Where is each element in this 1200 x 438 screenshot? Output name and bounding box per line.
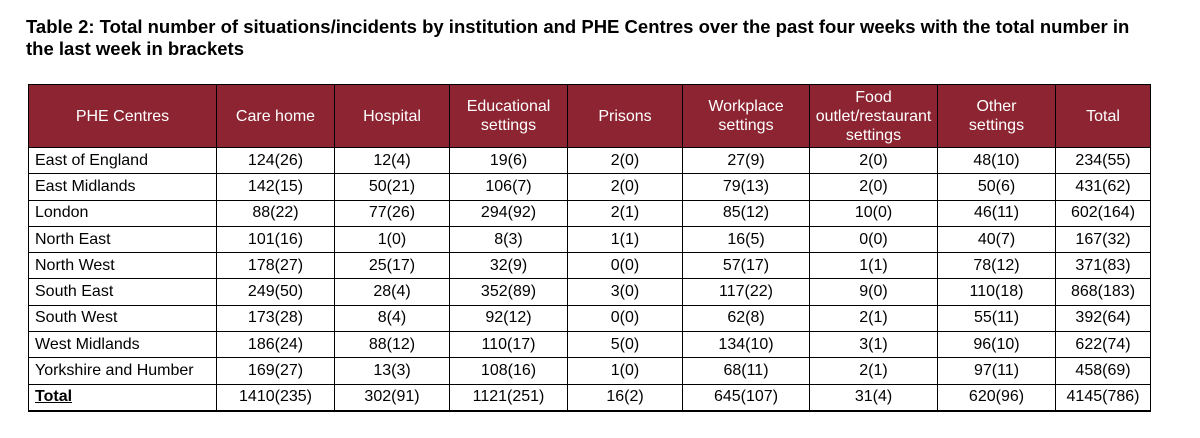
cell-workplace-settings: 117(22)	[683, 279, 810, 305]
cell-total: 234(55)	[1056, 148, 1151, 174]
cell-workplace-settings: 16(5)	[683, 226, 810, 252]
centre-name: South East	[35, 283, 114, 301]
table-total-row	[29, 384, 1151, 411]
centre-name: South West	[35, 309, 118, 327]
cell-workplace-settings: 62(8)	[683, 305, 810, 331]
cell-care-home: 173(28)	[217, 305, 335, 331]
cell-other-settings: 50(6)	[938, 174, 1056, 200]
centre-name: North East	[35, 230, 111, 248]
cell-prisons: 0(0)	[568, 305, 683, 331]
cell-other-settings: 46(11)	[938, 200, 1056, 226]
cell-total: 167(32)	[1056, 226, 1151, 252]
cell-care-home: 1410(235)	[217, 384, 335, 411]
cell-workplace-settings: 134(10)	[683, 332, 810, 358]
cell-care-home: 178(27)	[217, 253, 335, 279]
table-caption: Table 2: Total number of situations/incidents by institution and PHE Centres over the past four weeks with the total number in the last week in brackets	[26, 16, 1130, 59]
cell-educational-settings: 294(92)	[450, 200, 568, 226]
cell-phe-centre	[29, 332, 217, 358]
cell-phe-centre	[29, 279, 217, 305]
cell-total: 4145(786)	[1056, 384, 1151, 411]
header-other-settings: Other settings	[938, 85, 1056, 148]
cell-food-outlet-settings: 2(1)	[810, 305, 938, 331]
cell-other-settings: 40(7)	[938, 226, 1056, 252]
cell-phe-centre	[29, 226, 217, 252]
cell-other-settings: 110(18)	[938, 279, 1056, 305]
cell-prisons: 2(0)	[568, 174, 683, 200]
cell-phe-centre	[29, 174, 217, 200]
cell-workplace-settings: 57(17)	[683, 253, 810, 279]
cell-educational-settings: 19(6)	[450, 148, 568, 174]
total-label: Total	[35, 388, 73, 406]
centre-name: East Midlands	[35, 177, 136, 195]
cell-care-home: 186(24)	[217, 332, 335, 358]
centre-name: Yorkshire and Humber	[35, 362, 194, 380]
header-prisons: Prisons	[568, 85, 683, 148]
cell-food-outlet-settings: 2(0)	[810, 174, 938, 200]
table-row	[29, 279, 1151, 305]
cell-other-settings: 78(12)	[938, 253, 1056, 279]
header-hospital: Hospital	[335, 85, 450, 148]
cell-care-home: 88(22)	[217, 200, 335, 226]
cell-phe-centre	[29, 200, 217, 226]
header-total: Total	[1056, 85, 1151, 148]
cell-workplace-settings: 79(13)	[683, 174, 810, 200]
cell-food-outlet-settings: 9(0)	[810, 279, 938, 305]
cell-prisons: 2(1)	[568, 200, 683, 226]
cell-prisons: 16(2)	[568, 384, 683, 411]
cell-other-settings: 97(11)	[938, 358, 1056, 384]
cell-workplace-settings: 68(11)	[683, 358, 810, 384]
cell-hospital: 13(3)	[335, 358, 450, 384]
table-row	[29, 332, 1151, 358]
cell-prisons: 1(0)	[568, 358, 683, 384]
cell-educational-settings: 92(12)	[450, 305, 568, 331]
cell-total: 602(164)	[1056, 200, 1151, 226]
table-row	[29, 253, 1151, 279]
cell-educational-settings: 106(7)	[450, 174, 568, 200]
cell-hospital: 302(91)	[335, 384, 450, 411]
cell-care-home: 249(50)	[217, 279, 335, 305]
table-row	[29, 226, 1151, 252]
table-row	[29, 200, 1151, 226]
cell-phe-centre	[29, 253, 217, 279]
cell-workplace-settings: 645(107)	[683, 384, 810, 411]
cell-care-home: 169(27)	[217, 358, 335, 384]
cell-prisons: 3(0)	[568, 279, 683, 305]
cell-educational-settings: 1121(251)	[450, 384, 568, 411]
header-phe-centres: PHE Centres	[29, 85, 217, 148]
cell-educational-settings: 110(17)	[450, 332, 568, 358]
header-care-home: Care home	[217, 85, 335, 148]
cell-other-settings: 48(10)	[938, 148, 1056, 174]
cell-hospital: 28(4)	[335, 279, 450, 305]
cell-hospital: 8(4)	[335, 305, 450, 331]
cell-food-outlet-settings: 2(0)	[810, 148, 938, 174]
table-row	[29, 358, 1151, 384]
table-header-row	[29, 85, 1151, 148]
cell-total: 371(83)	[1056, 253, 1151, 279]
cell-workplace-settings: 85(12)	[683, 200, 810, 226]
cell-total: 431(62)	[1056, 174, 1151, 200]
table-row	[29, 148, 1151, 174]
cell-prisons: 2(0)	[568, 148, 683, 174]
table-row	[29, 174, 1151, 200]
cell-total: 622(74)	[1056, 332, 1151, 358]
header-educational-settings: Educational settings	[450, 85, 568, 148]
cell-educational-settings: 352(89)	[450, 279, 568, 305]
cell-phe-centre	[29, 358, 217, 384]
cell-total: 868(183)	[1056, 279, 1151, 305]
centre-name: West Midlands	[35, 335, 140, 353]
table-row	[29, 305, 1151, 331]
cell-prisons: 0(0)	[568, 253, 683, 279]
cell-phe-centre	[29, 148, 217, 174]
cell-other-settings: 620(96)	[938, 384, 1056, 411]
cell-care-home: 142(15)	[217, 174, 335, 200]
cell-total: 458(69)	[1056, 358, 1151, 384]
cell-care-home: 101(16)	[217, 226, 335, 252]
cell-other-settings: 55(11)	[938, 305, 1056, 331]
cell-educational-settings: 32(9)	[450, 253, 568, 279]
header-workplace-settings: Workplace settings	[683, 85, 810, 148]
cell-prisons: 1(1)	[568, 226, 683, 252]
cell-food-outlet-settings: 31(4)	[810, 384, 938, 411]
cell-hospital: 1(0)	[335, 226, 450, 252]
cell-hospital: 12(4)	[335, 148, 450, 174]
cell-prisons: 5(0)	[568, 332, 683, 358]
cell-other-settings: 96(10)	[938, 332, 1056, 358]
centre-name: East of England	[35, 151, 148, 169]
cell-food-outlet-settings: 1(1)	[810, 253, 938, 279]
cell-food-outlet-settings: 0(0)	[810, 226, 938, 252]
cell-educational-settings: 8(3)	[450, 226, 568, 252]
cell-phe-centre	[29, 384, 217, 411]
cell-total: 392(64)	[1056, 305, 1151, 331]
cell-hospital: 50(21)	[335, 174, 450, 200]
cell-hospital: 88(12)	[335, 332, 450, 358]
cell-care-home: 124(26)	[217, 148, 335, 174]
cell-hospital: 25(17)	[335, 253, 450, 279]
table-body	[29, 148, 1151, 411]
header-food-outlet-settings: Food outlet/restaurant settings	[810, 85, 938, 148]
centre-name: North West	[35, 256, 115, 274]
cell-food-outlet-settings: 2(1)	[810, 358, 938, 384]
cell-educational-settings: 108(16)	[450, 358, 568, 384]
cell-food-outlet-settings: 3(1)	[810, 332, 938, 358]
cell-workplace-settings: 27(9)	[683, 148, 810, 174]
phe-centres-table	[28, 84, 1151, 412]
cell-phe-centre	[29, 305, 217, 331]
centre-name: London	[35, 204, 89, 222]
cell-food-outlet-settings: 10(0)	[810, 200, 938, 226]
cell-hospital: 77(26)	[335, 200, 450, 226]
